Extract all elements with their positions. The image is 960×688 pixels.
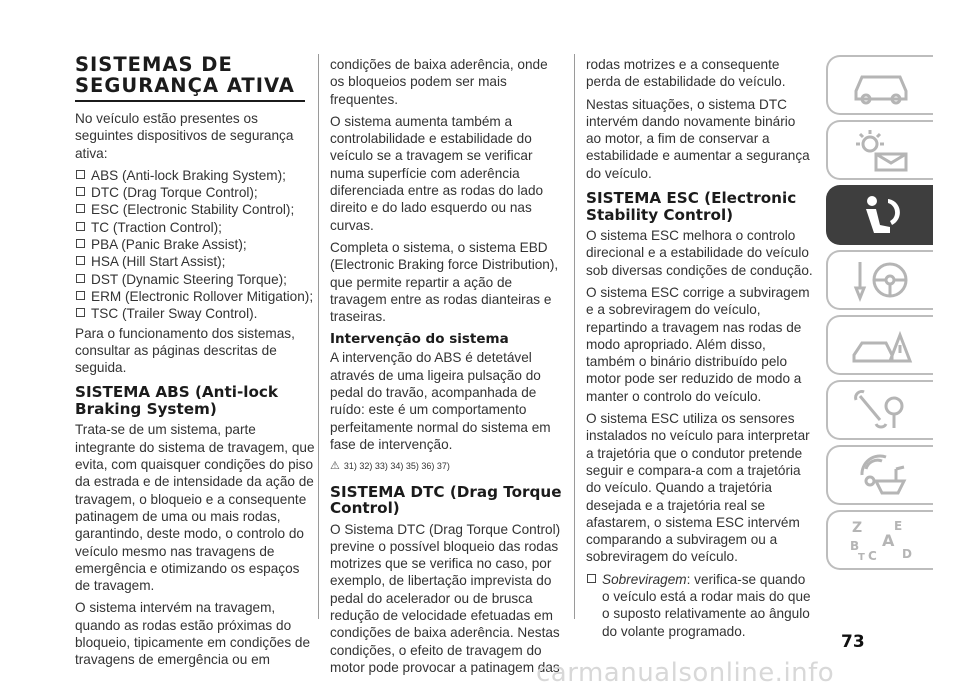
paragraph: O sistema ESC utiliza os sensores instalados no veículo para interpretar a trajetória que o condutor pretende seguir e compara-a com a trajetória do veículo. Quando a trajetória desejada e a trajetória real se afastarem, o sistema ESC intervém comparando a subviragem ou a sobreviragem do veículo. [586, 411, 810, 565]
tab-car[interactable] [826, 55, 933, 115]
maintenance-wrench-icon [846, 386, 916, 434]
list-item: PBA (Panic Brake Assist); [75, 236, 315, 253]
list-item: DTC (Drag Torque Control); [75, 184, 315, 201]
paragraph: Completa o sistema, o sistema EBD (Electronic Braking force Distribution), que permite repartir a ação de travagem entre as rodas dianteiras e traseiras. [330, 239, 559, 325]
abs-heading: SISTEMA ABS (Anti-lock Braking System) [75, 383, 278, 418]
list-item: ESC (Electronic Stability Control); [75, 201, 315, 218]
page-number: 73 [841, 632, 865, 652]
tab-warning-lights[interactable] [826, 120, 933, 180]
multimedia-icon [846, 451, 916, 499]
index-letter: T [857, 552, 865, 563]
paragraph: O Sistema DTC (Drag Torque Control) previne o possível bloqueio das rodas motrizes que se verifica no caso, por exemplo, de libertação imprevista do pedal do acelerador ou de brusca redução de velocidade efetuadas em condições de baixa aderência. Nestas condições, o efeito de travagem do motor pode provocar a patinagem das [330, 521, 561, 675]
paragraph: Nestas situações, o sistema DTC intervém dando novamente binário ao motor, a fim de conservar a estabilidade e aumentar a segurança do veículo. [586, 96, 810, 181]
note-references: 31) 32) 33) 34) 35) 36) 37) [343, 461, 450, 472]
column-separator [574, 54, 575, 619]
paragraph: O sistema aumenta também a controlabilidade e estabilidade do veículo se a travagem se verificar numa superfície com aderência diferenciada entre as rodas do lado direito e do lado esquerdo ou nas curvas. [330, 113, 544, 233]
column-separator [318, 54, 319, 619]
paragraph: O sistema ESC melhora o controlo direcional e a estabilidade do veículo sob diversas condições de condução. [586, 228, 813, 278]
term: Sobreviragem [602, 571, 687, 587]
car-icon [846, 61, 916, 109]
column-middle [330, 56, 562, 681]
list-item: DST (Dynamic Steering Torque); [75, 271, 315, 288]
definition: : verifica-se quando o veículo está a rodar mais do que o suposto relativamente ao ângulo do volante programado. [602, 571, 811, 639]
list-item: TSC (Trailer Sway Control). [75, 305, 315, 322]
list-item: HSA (Hill Start Assist); [75, 253, 315, 270]
seat-safety-icon [846, 191, 916, 239]
tab-emergency[interactable] [826, 315, 933, 375]
key-steering-icon [846, 256, 916, 304]
list-item: ERM (Electronic Rollover Mitigation); [75, 288, 315, 305]
column-left [75, 44, 315, 674]
systems-list [75, 167, 315, 323]
index-letter: A [881, 531, 894, 550]
paragraph: A intervenção do ABS é detetável através de uma ligeira pulsação do pedal do travão, acompanhada de ruído: este é um comportamento perfeitamente normal do sistema em fase de intervenção. [330, 350, 551, 452]
intro-paragraph: No veículo estão presentes os seguintes dispositivos de segurança ativa: [75, 111, 294, 161]
intervention-heading: Intervenção do sistema [330, 331, 509, 348]
paragraph: rodas motrizes e a consequente perda de estabilidade do veículo. [586, 57, 786, 90]
breakdown-triangle-icon [846, 321, 916, 369]
warning-triangle-icon: ⚠ [330, 460, 340, 473]
warning-lights-icon [846, 126, 916, 174]
tab-safety[interactable] [826, 185, 933, 245]
list-item [586, 571, 814, 640]
after-list-paragraph: Para o funcionamento dos sistemas, consultar as páginas descritas de seguida. [75, 325, 295, 376]
definition-list [586, 571, 814, 640]
paragraph: O sistema ESC corrige a subviragem e a sobreviragem do veículo, repartindo a travagem nas rodas de modo apropriado. Além disso, também o binário distribuído pelo motor pode ser reduzido de modo a manter o controlo do veículo. [586, 284, 810, 404]
abs-paragraph-1: Trata-se de um sistema, parte integrante do sistema de travagem, que evita, com quaisquer condições do piso da estrada e de intensidade da ação de travagem, o bloqueio e a consequente patinagem de uma ou mais rodas, garantindo, deste modo, o controlo do veículo mesmo nas travagens de emergência e otimizando os espaços de travagem. [75, 422, 315, 594]
warning-notes [330, 458, 562, 475]
abs-paragraph-2: O sistema intervém na travagem, quando as rodas estão próximas do bloqueio, tipicamente em condições de travagens de emergência ou em [75, 600, 311, 668]
watermark: carmanualsonline.info [536, 658, 835, 688]
dtc-heading: SISTEMA DTC (Drag Torque Control) [330, 482, 562, 518]
index-letter: Z [851, 520, 862, 536]
index-letter: D [901, 547, 912, 561]
column-right [586, 56, 814, 642]
list-item: TC (Traction Control); [75, 219, 315, 236]
index-letter: B [849, 539, 859, 553]
chapter-tabs [826, 55, 936, 575]
tab-starting-driving[interactable] [826, 250, 933, 310]
esc-heading: SISTEMA ESC (Electronic Stability Control) [586, 189, 797, 224]
index-letter: C [867, 549, 877, 563]
tab-index[interactable] [826, 510, 933, 570]
tab-maintenance[interactable] [826, 380, 933, 440]
page-title: SISTEMAS DE SEGURANÇA ATIVA [75, 53, 295, 97]
paragraph: condições de baixa aderência, onde os bloqueios podem ser mais frequentes. [330, 57, 548, 107]
index-letters-icon [846, 516, 916, 564]
index-letter: E [893, 519, 902, 533]
list-item: ABS (Anti-lock Braking System); [75, 167, 315, 184]
title-rule [75, 100, 305, 102]
tab-multimedia[interactable] [826, 445, 933, 505]
